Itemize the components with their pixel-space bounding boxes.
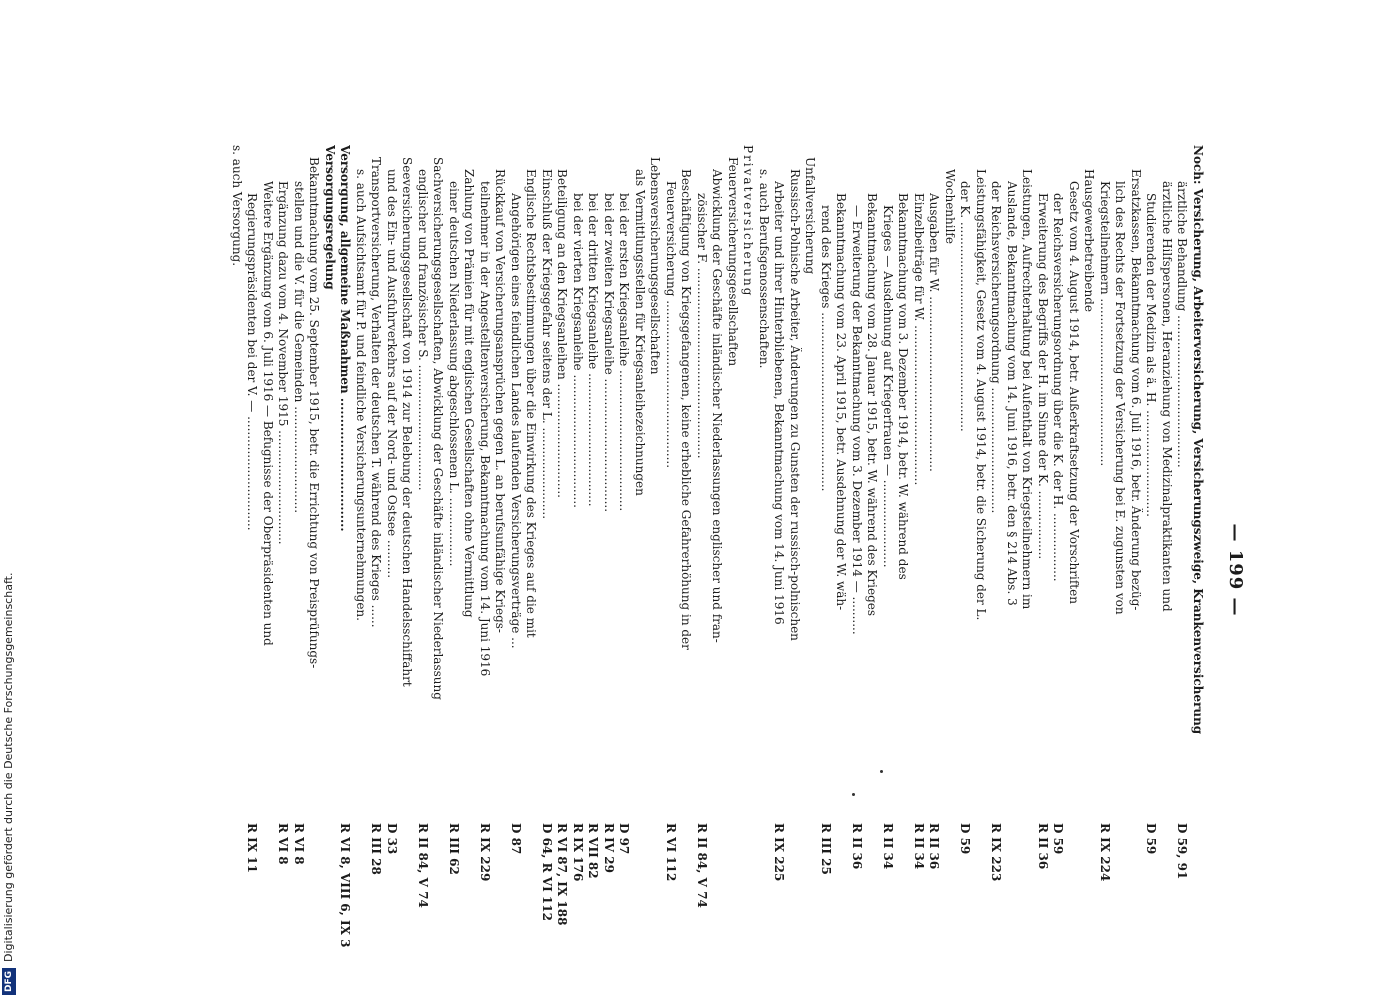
index-entry <box>1081 145 1097 995</box>
entry-text: Weitere Ergänzung vom 6. Juli 1916 — Befugnisse der Oberpräsidenten und <box>261 181 275 646</box>
entry-text: Transportversicherung, Verhalten der deutschen T. während des Krieges ...... <box>369 157 384 628</box>
entry-reference: R VI 8 <box>276 823 291 865</box>
entry-text: Unfallversicherung <box>803 157 818 275</box>
index-entry <box>678 145 694 995</box>
entry-text: Krieges — Ausdehnung auf Kriegerfrauen — ....................... <box>881 205 895 568</box>
entry-text: Versorgung, allgemeine Maßnahmen ................................ <box>338 145 353 532</box>
index-entry <box>415 145 431 995</box>
index-entry <box>1128 145 1144 995</box>
dfg-logo: DFG <box>2 968 16 995</box>
index-entry <box>756 145 772 995</box>
index-entry <box>694 145 710 995</box>
entry-reference: R II 34 <box>912 823 926 870</box>
index-entry <box>306 145 322 995</box>
index-entry <box>1066 145 1082 995</box>
entry-text: bei der zweiten Kriegsanleihe ................................... <box>602 193 616 513</box>
entry-text: Englische Rechtsbestimmungen über die Einwirkung des Krieges auf die mit <box>524 169 539 638</box>
index-entry <box>446 145 462 995</box>
entry-reference: R VI 87, IX 188 <box>555 823 570 926</box>
index-entry <box>911 145 927 995</box>
page-number: — 199 — <box>1225 523 1246 617</box>
entry-text: ärztliche Behandlung ........................................ <box>1175 181 1190 468</box>
index-entry <box>663 145 679 995</box>
entry-text: Zahlung von Prämien für mit englischen Gesellschaften ohne Vermittlung <box>462 169 477 618</box>
entry-reference: R IX 229 <box>478 823 492 882</box>
entry-reference: R III 25 <box>819 823 833 875</box>
entry-text: Leistungsfähigkeit, Gesetz vom 4. August 1914, betr. die Sicherung der L. <box>974 169 988 621</box>
entry-text: englischer und französischer S. ................................. <box>416 169 430 491</box>
entry-reference: R VII 82 <box>586 823 601 879</box>
index-entry <box>291 145 307 995</box>
index-entry <box>771 145 787 995</box>
entry-text: lich des Rechts der Fortsetzung der Versicherung bei E. zugunsten von <box>1113 181 1128 615</box>
footer-credit <box>0 0 18 995</box>
index-entry <box>554 145 570 995</box>
entry-text: der Reichsversicherungsordnung ................................. <box>989 181 1004 514</box>
entry-reference: D 59 <box>1051 823 1066 855</box>
entry-reference: R VI 8 <box>292 823 306 865</box>
entry-text: bei der ersten Kriegsanleihe ..................................... <box>617 193 632 512</box>
entry-text: Erweiterung des Begriffs der H. im Sinne der K. .................. <box>1036 193 1050 560</box>
entry-text: der K. ....................................................... <box>958 181 973 432</box>
index-entry <box>492 145 508 995</box>
entry-text: Rückkauf von Versicherungsansprüchen gegen L. an berufsunfähige Kriegs- <box>493 169 508 633</box>
entry-reference: R IX 11 <box>245 823 260 873</box>
index-entry <box>353 145 369 995</box>
entry-reference: R VI 8, VIII 6, IX 3 <box>338 823 353 948</box>
index-entry <box>957 145 973 995</box>
index-entry <box>616 145 632 995</box>
index-entry <box>585 145 601 995</box>
entry-text: Arbeiter und ihrer Hinterbliebenen, Bekanntmachung vom 14. Juni 1916 <box>772 181 787 625</box>
entry-reference: D 59 <box>958 823 973 855</box>
index-entry <box>399 145 415 995</box>
index-entry <box>337 145 353 995</box>
entry-text: Russisch-Polnische Arbeiter, Änderungen zu Gunsten der russisch-polnischen <box>788 169 802 641</box>
index-entry <box>895 145 911 995</box>
index-entry <box>244 145 260 995</box>
entry-reference: R III 62 <box>447 823 461 875</box>
entry-text: als Vermittlungsstellen für Kriegsanleihezeichnungen <box>633 169 647 496</box>
index-entry <box>570 145 586 995</box>
index-entry <box>508 145 524 995</box>
entry-text: Sachversicherungsgesellschaften, Abwicklung der Geschäfte inländischer Niederlassung <box>431 157 446 700</box>
entry-text: Feuerversicherungsgesellschaften <box>726 157 740 367</box>
entry-reference: R III 28 <box>369 823 384 875</box>
index-entry <box>229 145 245 995</box>
entry-text: teilnehmer in der Angestelltenversicherung, Bekanntmachung vom 14. Juni 1916 <box>478 181 492 677</box>
entry-reference: R II 84, V 74 <box>416 823 430 908</box>
entry-text: Seeversicherungsgesellschaft von 1914 zur Belebung der deutschen Handelsschiffahrt <box>400 157 415 687</box>
entry-text: Regierungspräsidenten bei der V. — .............................. <box>245 193 260 531</box>
index-entry <box>787 145 803 995</box>
index-entry <box>322 145 338 995</box>
rotated-page <box>135 145 1250 995</box>
index-entry <box>709 145 725 995</box>
index-entry <box>818 145 834 995</box>
index-entry <box>632 145 648 995</box>
index-entry <box>1159 145 1175 995</box>
index-entry <box>740 145 756 995</box>
index-entry <box>539 145 555 995</box>
entry-text: Feuerversicherung ............................................ <box>664 181 678 469</box>
index-entry <box>477 145 493 995</box>
entry-text: s. auch Aufsichtsamt für P. und feindliche Versicherungsunternehmungen. <box>354 169 368 621</box>
entry-text: Beschäftigung von Kriegsgefangenen, keine erhebliche Gefahrerhöhung in der <box>679 169 694 650</box>
index-entry <box>1035 145 1051 995</box>
index-entry <box>1004 145 1020 995</box>
index-entry <box>849 145 865 995</box>
entry-text: rend des Krieges ............................................... <box>819 205 833 492</box>
entry-text: Gesetz vom 4. August 1914, betr. Außerkraftsetzung der Vorschriften <box>1067 181 1081 604</box>
index-entry <box>368 145 384 995</box>
entry-reference: R IX 223 <box>989 823 1004 882</box>
entry-reference: D 59 <box>1144 823 1159 855</box>
entry-text: Hausgewerbetreibende <box>1082 169 1097 312</box>
entry-reference: R IX 225 <box>772 823 787 882</box>
index-entry <box>260 145 276 995</box>
index-entry <box>1097 145 1113 995</box>
index-entry <box>275 145 291 995</box>
entry-text: bei der vierten Kriegsanleihe ................................... <box>571 193 585 508</box>
entry-text: Versorgungsregelung <box>323 145 337 290</box>
index-entries <box>229 145 1206 995</box>
entry-text: ärztliche Hilfspersonen, Heranziehung von Medizinalpraktikanten und <box>1160 181 1174 612</box>
entry-text: Lebensversicherungsgesellschaften <box>648 157 663 375</box>
entry-reference: D 64, R VI 112 <box>540 823 554 921</box>
entry-reference: R II 34 <box>881 823 895 870</box>
index-entry <box>1050 145 1066 995</box>
entry-text: Studierenden der Medizin als ä. H. ............................ <box>1144 193 1159 517</box>
index-entry <box>601 145 617 995</box>
entry-reference: R II 84, V 74 <box>695 823 709 908</box>
entry-text: Ersatzkassen, Bekanntmachung vom 6. Juli 1916, betr. Änderung bezüg- <box>1129 169 1143 611</box>
index-entry <box>988 145 1004 995</box>
index-entry <box>864 145 880 995</box>
entry-reference: R IV 29 <box>602 823 616 873</box>
entry-text: Angehörigen eines feindlichen Landes laufenden Versicherungsverträge ... <box>509 193 523 649</box>
entry-reference: R VI 112 <box>664 823 678 882</box>
index-entry <box>942 145 958 995</box>
entry-text: und des Ein- und Ausfuhrverkehrs auf der Nord- und Ostsee .......... <box>385 169 399 579</box>
entry-reference: D 33 <box>385 823 399 855</box>
entry-reference: R II 36 <box>927 823 942 870</box>
index-entry <box>802 145 818 995</box>
entry-text: Bekanntmachung vom 25. September 1915, betr. die Errichtung von Preisprüfungs- <box>307 157 322 669</box>
entry-reference: R II 36 <box>1036 823 1050 870</box>
entry-text: zösischer F. .................................................. <box>695 193 709 459</box>
entry-text: Noch: Versicherung, Arbeiterversicherung, Versicherungszweige, Krankenversicherung <box>1191 145 1205 735</box>
entry-text: Beteiligung an den Kriegsanleihen .............................. <box>555 169 570 498</box>
index-entry <box>1174 145 1190 995</box>
entry-text: Bekanntmachung vom 23. April 1915, betr. Ausdehnung der W. wäh- <box>834 193 849 611</box>
entry-text: Ergänzung dazu vom 4. November 1915 .............................. <box>276 181 291 545</box>
entry-text: — Erweiterung der Bekanntmachung vom 3. Dezember 1914 — .......... <box>850 205 864 635</box>
entry-text: s. auch Berufsgenossenschaften. <box>757 169 771 369</box>
index-entry <box>725 145 741 995</box>
entry-text: Bekanntmachung vom 3. Dezember 1914, betr. W. während des <box>896 193 911 580</box>
index-entry <box>1112 145 1128 995</box>
entry-text: Wochenhilfe <box>943 169 957 244</box>
entry-text: Abwicklung der Geschäfte inländischer Niederlassungen englischer und fran- <box>710 169 725 643</box>
entry-text: Leistungen, Aufrechterhaltung bei Aufenthalt von Kriegsteilnehmern im <box>1020 169 1035 610</box>
index-entry <box>647 145 663 995</box>
entry-reference: D 97 <box>617 823 632 855</box>
index-entry <box>880 145 896 995</box>
index-entry <box>833 145 849 995</box>
scan-speck <box>852 793 855 796</box>
funding-note: Digitalisierung gefördert durch die Deutsche Forschungsgemeinschaft. <box>2 572 15 962</box>
entry-reference: R IX 176 <box>571 823 585 882</box>
index-entry <box>1019 145 1035 995</box>
entry-reference: D 59, 91 <box>1175 823 1190 880</box>
entry-text: Privatversicherung <box>741 145 756 298</box>
entry-text: Kriegsteilnehmern ............................................ <box>1098 181 1112 467</box>
index-entry <box>430 145 446 995</box>
entry-text: Einschluß der Kriegsgefahr seitens der L. ........................ <box>540 169 554 520</box>
entry-reference: R II 36 <box>850 823 864 870</box>
index-entry <box>384 145 400 995</box>
entry-text: einer deutschen Niederlassung abgeschlossenen L. .................. <box>447 181 461 567</box>
entry-reference: R IX 224 <box>1098 823 1112 882</box>
index-entry <box>523 145 539 995</box>
entry-text: stellen und die V. für die Gemeinden ............................ <box>292 181 306 514</box>
entry-text: Ausgaben für W. .............................................. <box>927 193 942 472</box>
scan-speck <box>880 770 883 773</box>
index-entry <box>1190 145 1206 995</box>
entry-text: s. auch Versorgung. <box>230 145 244 267</box>
entry-text: Bekanntmachung vom 28. Januar 1915, betr. W. während des Krieges <box>865 193 880 617</box>
entry-text: Einzelbeiträge für W. .......................................... <box>912 193 926 486</box>
index-entry <box>461 145 477 995</box>
entry-text: Auslande, Bekanntmachung vom 14. Juni 1916, betr. den § 214 Abs. 3 <box>1005 181 1019 606</box>
index-entry <box>1143 145 1159 995</box>
entry-text: der Reichsversicherungsordnung über die K. der H. .................. <box>1051 193 1066 582</box>
entry-text: bei der dritten Kriegsanleihe ................................... <box>586 193 601 507</box>
entry-reference: D 87 <box>509 823 523 855</box>
index-entry <box>926 145 942 995</box>
index-entry <box>973 145 989 995</box>
